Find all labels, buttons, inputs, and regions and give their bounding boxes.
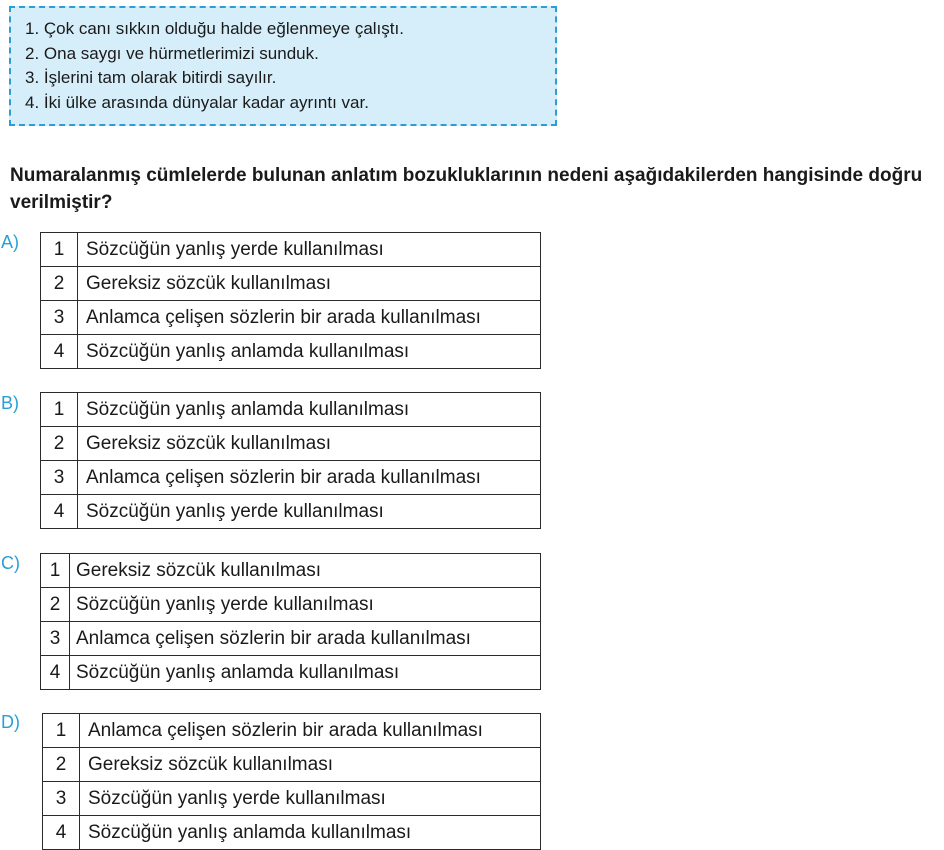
table-row: [41, 622, 541, 656]
table-row: [41, 495, 541, 529]
table-row: [43, 714, 541, 748]
option-b-table[interactable]: [40, 392, 541, 529]
row-number: 4: [43, 816, 80, 850]
row-text: Sözcüğün yanlış anlamda kullanılması: [80, 816, 541, 850]
table-row: [41, 427, 541, 461]
question-text: Numaralanmış cümlelerde bulunan anlatım bozukluklarının nedeni aşağıdakilerden hangisinde doğru verilmiştir?: [10, 165, 923, 213]
table-row: [43, 816, 541, 850]
table-row: [41, 267, 541, 301]
row-text: Sözcüğün yanlış anlamda kullanılması: [78, 393, 541, 427]
table-row: [41, 393, 541, 427]
row-number: 3: [41, 301, 78, 335]
row-number: 2: [41, 588, 70, 622]
table-row: [41, 233, 541, 267]
row-text: Gereksiz sözcük kullanılması: [80, 748, 541, 782]
row-number: 4: [41, 656, 70, 690]
row-text: Gereksiz sözcük kullanılması: [70, 554, 541, 588]
table-row: [41, 554, 541, 588]
row-number: 2: [41, 427, 78, 461]
table-row: [41, 301, 541, 335]
row-number: 1: [41, 554, 70, 588]
row-number: 3: [43, 782, 80, 816]
row-number: 4: [41, 335, 78, 369]
row-text: Anlamca çelişen sözlerin bir arada kullanılması: [80, 714, 541, 748]
table-row: [43, 748, 541, 782]
row-number: 1: [41, 233, 78, 267]
row-number: 2: [41, 267, 78, 301]
table-row: [41, 461, 541, 495]
option-d-letter[interactable]: D): [1, 712, 20, 732]
row-number: 2: [43, 748, 80, 782]
sentence-1: 1. Çok canı sıkkın olduğu halde eğlenmeye çalıştı.: [25, 19, 404, 38]
row-text: Anlamca çelişen sözlerin bir arada kullanılması: [78, 461, 541, 495]
row-number: 4: [41, 495, 78, 529]
row-text: Sözcüğün yanlış anlamda kullanılması: [78, 335, 541, 369]
option-d-table[interactable]: [42, 713, 541, 850]
table-row: [41, 656, 541, 690]
option-a-letter[interactable]: A): [1, 232, 19, 252]
table-row: [43, 782, 541, 816]
row-text: Gereksiz sözcük kullanılması: [78, 427, 541, 461]
sentence-2: 2. Ona saygı ve hürmetlerimizi sunduk.: [25, 43, 319, 63]
row-text: Gereksiz sözcük kullanılması: [78, 267, 541, 301]
numbered-sentences-box: [9, 6, 557, 126]
row-number: 1: [41, 393, 78, 427]
sentence-3: 3. İşlerini tam olarak bitirdi sayılır.: [25, 68, 277, 87]
row-text: Sözcüğün yanlış yerde kullanılması: [80, 782, 541, 816]
row-number: 3: [41, 622, 70, 656]
row-text: Sözcüğün yanlış yerde kullanılması: [70, 588, 541, 622]
sentence-4: 4. İki ülke arasında dünyalar kadar ayrıntı var.: [25, 92, 369, 112]
row-text: Anlamca çelişen sözlerin bir arada kullanılması: [70, 622, 541, 656]
option-a-table[interactable]: [40, 232, 541, 369]
option-c-letter[interactable]: C): [1, 553, 20, 573]
row-text: Sözcüğün yanlış anlamda kullanılması: [70, 656, 541, 690]
table-row: [41, 335, 541, 369]
row-number: 3: [41, 461, 78, 495]
row-text: Sözcüğün yanlış yerde kullanılması: [78, 495, 541, 529]
option-b-letter[interactable]: B): [1, 393, 19, 413]
table-row: [41, 588, 541, 622]
row-text: Sözcüğün yanlış yerde kullanılması: [78, 233, 541, 267]
row-text: Anlamca çelişen sözlerin bir arada kullanılması: [78, 301, 541, 335]
option-c-table[interactable]: [40, 553, 541, 690]
row-number: 1: [43, 714, 80, 748]
